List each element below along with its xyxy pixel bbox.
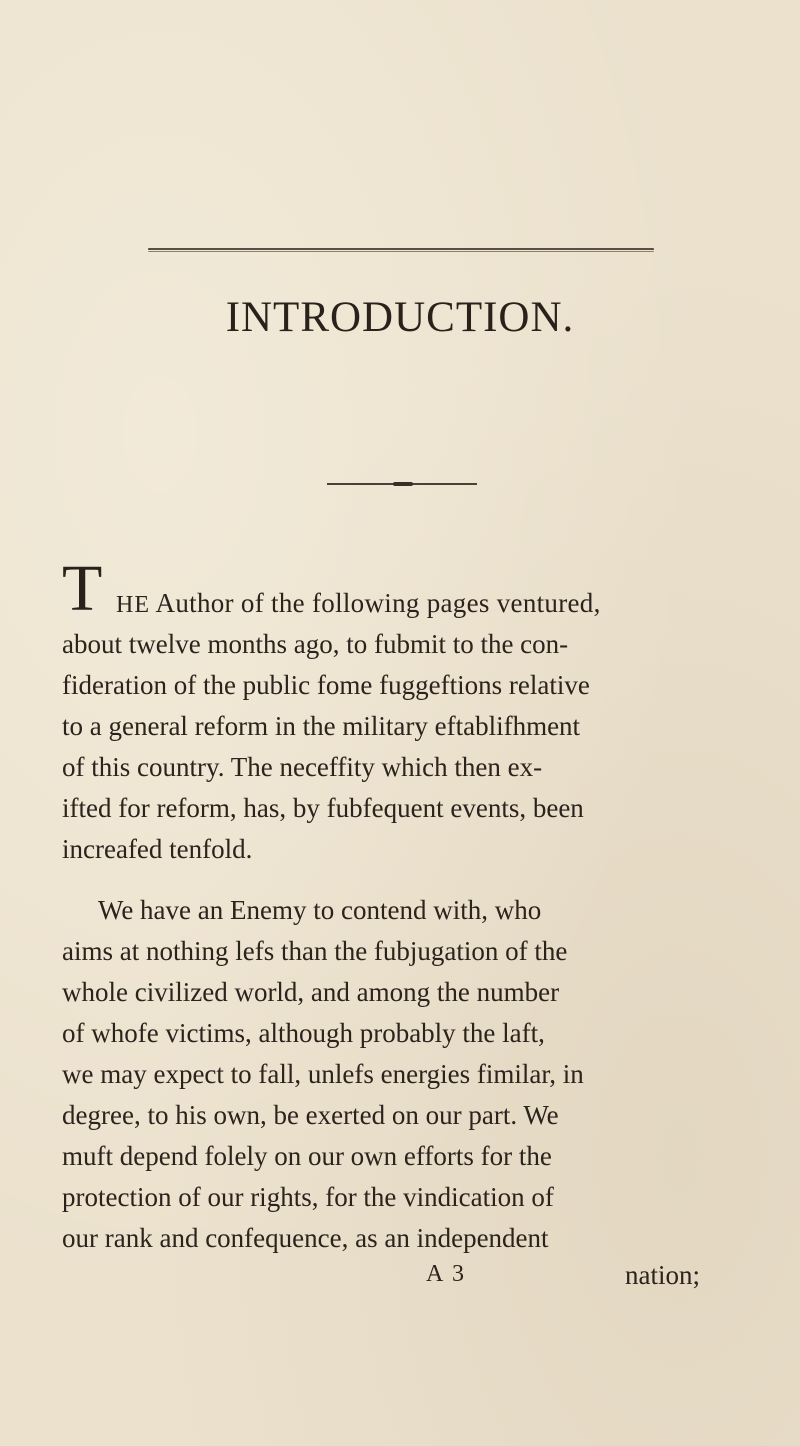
page-title: INTRODUCTION. — [225, 294, 575, 341]
first-line-text: Author of the following pages ventured, — [150, 588, 601, 618]
ornament-rule — [327, 483, 477, 485]
paragraph-2-line: we may expect to fall, unlefs energies fimilar, in — [62, 1059, 584, 1089]
paragraph-2-line: We have an Enemy to contend with, who — [98, 895, 542, 925]
paragraph-1-line: to a general reform in the military eftablifhment — [62, 711, 581, 741]
top-rule — [148, 248, 654, 252]
paragraph-1-line: about twelve months ago, to fubmit to the con- — [62, 629, 569, 659]
paragraph-2-line: aims at nothing lefs than the fubjugation of the — [62, 936, 568, 966]
paragraph-2-line: protection of our rights, for the vindication of — [62, 1182, 554, 1212]
catchword: nation; — [625, 1260, 700, 1290]
paragraph-2-line: whole civilized world, and among the number — [62, 977, 560, 1007]
drop-cap: T — [62, 552, 103, 625]
paragraph-2-line: degree, to his own, be exerted on our part. We — [62, 1100, 559, 1130]
paragraph-2-line: our rank and confequence, as an independent — [62, 1223, 549, 1253]
paragraph-1-line: increafed tenfold. — [62, 834, 253, 864]
paragraph-1-line: ifted for reform, has, by fubfequent events, been — [62, 793, 584, 823]
paragraph-1-line: of this country. The neceffity which then ex- — [62, 752, 543, 782]
paragraph-2-line: muft depend folely on our own efforts for the — [62, 1141, 552, 1171]
paragraph-1-first-line — [116, 590, 800, 617]
first-word-smallcaps: HE — [116, 592, 150, 618]
paragraph-1-line: fideration of the public fome fuggeftions relative — [62, 670, 590, 700]
paragraph-2-line: of whofe victims, although probably the laft, — [62, 1018, 545, 1048]
signature-mark: A 3 — [426, 1261, 467, 1287]
